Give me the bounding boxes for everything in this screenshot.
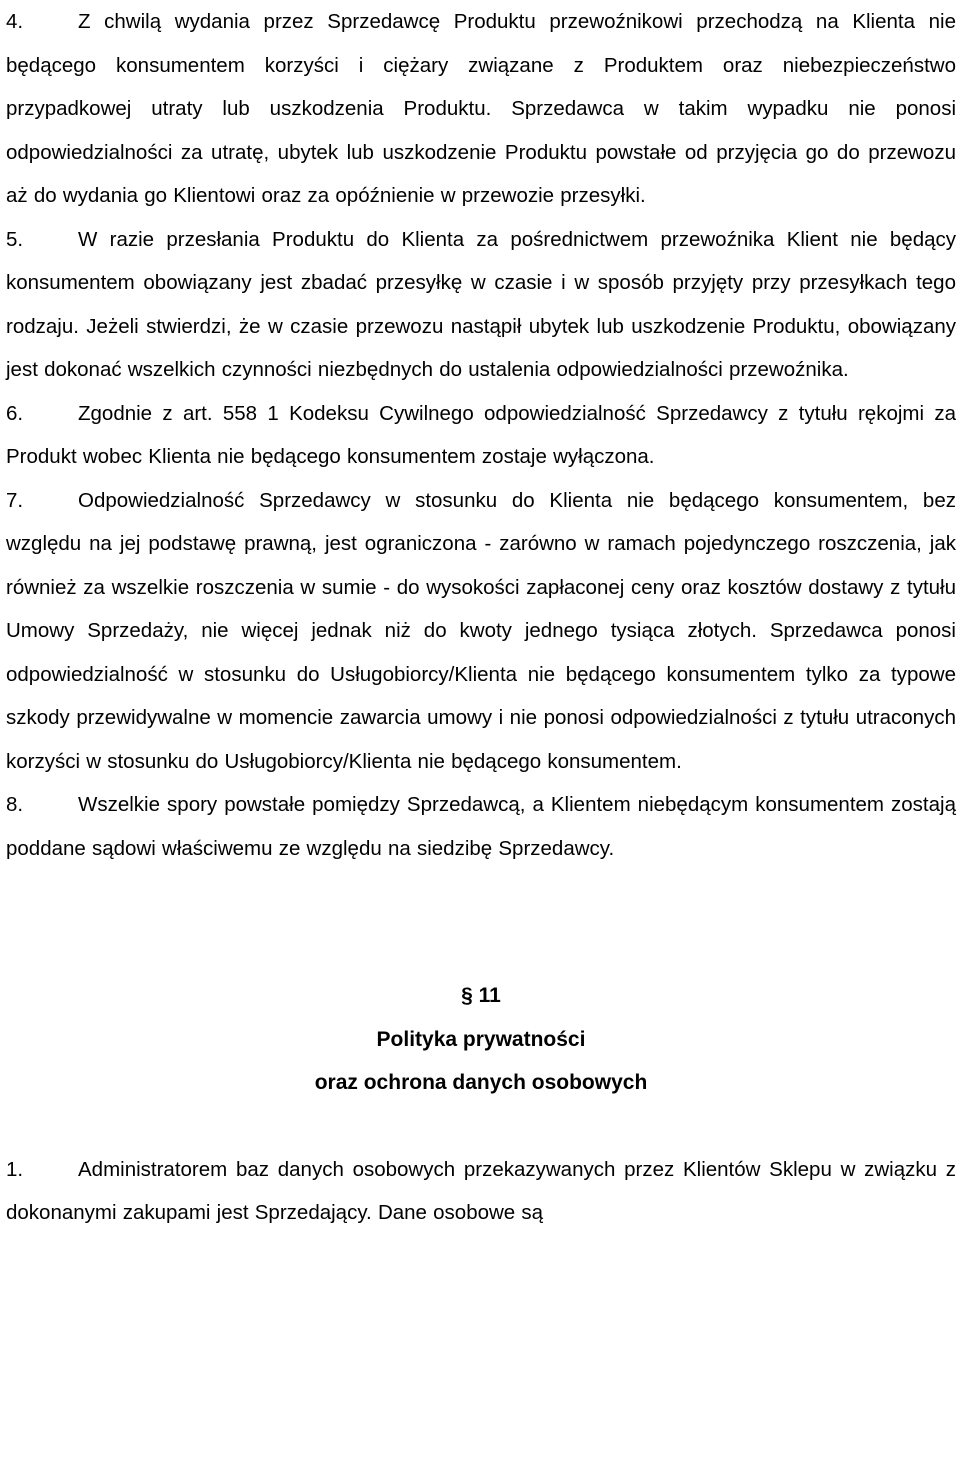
paragraph-number: 1. bbox=[6, 1157, 24, 1181]
paragraph-6 bbox=[6, 392, 956, 479]
paragraph-text: Wszelkie spory powstałe pomiędzy Sprzedawcą, a Klientem niebędącym konsumentem zostają poddane sądowi właściwemu ze względu na siedzibę Sprzedawcy. bbox=[6, 793, 956, 860]
paragraph-text: Z chwilą wydania przez Sprzedawcę Produktu przewoźnikowi przechodzą na Klienta nie będącego konsumentem korzyści i ciężary związane z Produktem oraz niebezpieczeństwo przypadkowej utraty lub uszkodzenia Produktu. Sprzedawca w takim wypadku nie ponosi odpowiedzialności za utratę, ubytek lub uszkodzenie Produktu powstałe od przyjęcia go do przewozu aż do wydania go Klientowi oraz za opóźnienie w przewozie przesyłki. bbox=[6, 10, 956, 207]
document-page bbox=[6, 0, 956, 1235]
paragraph-text: Administratorem baz danych osobowych przekazywanych przez Klientów Sklepu w związku z dokonanymi zakupami jest Sprzedający. Dane osobowe są bbox=[6, 1157, 956, 1224]
section-title-line-1: Polityka prywatności bbox=[376, 1027, 586, 1051]
paragraph-number: 5. bbox=[6, 227, 24, 251]
section-title-line-2: oraz ochrona danych osobowych bbox=[314, 1071, 648, 1094]
paragraph-number: 6. bbox=[6, 401, 24, 425]
paragraph-5 bbox=[6, 218, 956, 392]
section-number: 11 bbox=[478, 984, 501, 1007]
paragraph-text: Zgodnie z art. 558 1 Kodeksu Cywilnego odpowiedzialność Sprzedawcy z tytułu rękojmi za Produkt wobec Klienta nie będącego konsumentem zostaje wyłączona. bbox=[6, 401, 956, 468]
spacer bbox=[6, 1105, 956, 1148]
paragraph-1-privacy bbox=[6, 1148, 956, 1235]
paragraph-8 bbox=[6, 783, 956, 870]
section-number-heading bbox=[6, 974, 956, 1018]
paragraph-4 bbox=[6, 0, 956, 218]
spacer bbox=[6, 870, 956, 974]
section-sign-icon: § bbox=[461, 984, 473, 1007]
paragraph-number: 8. bbox=[6, 793, 24, 816]
paragraph-number: 7. bbox=[6, 488, 24, 512]
paragraph-text: W razie przesłania Produktu do Klienta za pośrednictwem przewoźnika Klient nie będący konsumentem obowiązany jest zbadać przesyłkę w czasie i w sposób przyjęty przy przesyłkach tego rodzaju. Jeżeli stwierdzi, że w czasie przewozu nastąpił ubytek lub uszkodzenie Produktu, obowiązany jest dokonać wszelkich czynności niezbędnych do ustalenia odpowiedzialności przewoźnika. bbox=[6, 227, 956, 381]
paragraph-7 bbox=[6, 479, 956, 784]
paragraph-text: Odpowiedzialność Sprzedawcy w stosunku do Klienta nie będącego konsumentem, bez względu na jej podstawę prawną, jest ograniczona - zarówno w ramach pojedynczego roszczenia, jak również za wszelkie roszczenia w sumie - do wysokości zapłaconej ceny oraz kosztów dostawy z tytułu Umowy Sprzedaży, nie więcej jednak niż do kwoty jednego tysiąca złotych. Sprzedawca ponosi odpowiedzialność w stosunku do Usługobiorcy/Klienta nie będącego konsumentem tylko za typowe szkody przewidywalne w momencie zawarcia umowy i nie ponosi odpowiedzialności z tytułu utraconych korzyści w stosunku do Usługobiorcy/Klienta nie będącego konsumentem. bbox=[6, 488, 956, 773]
paragraph-number: 4. bbox=[6, 10, 24, 33]
